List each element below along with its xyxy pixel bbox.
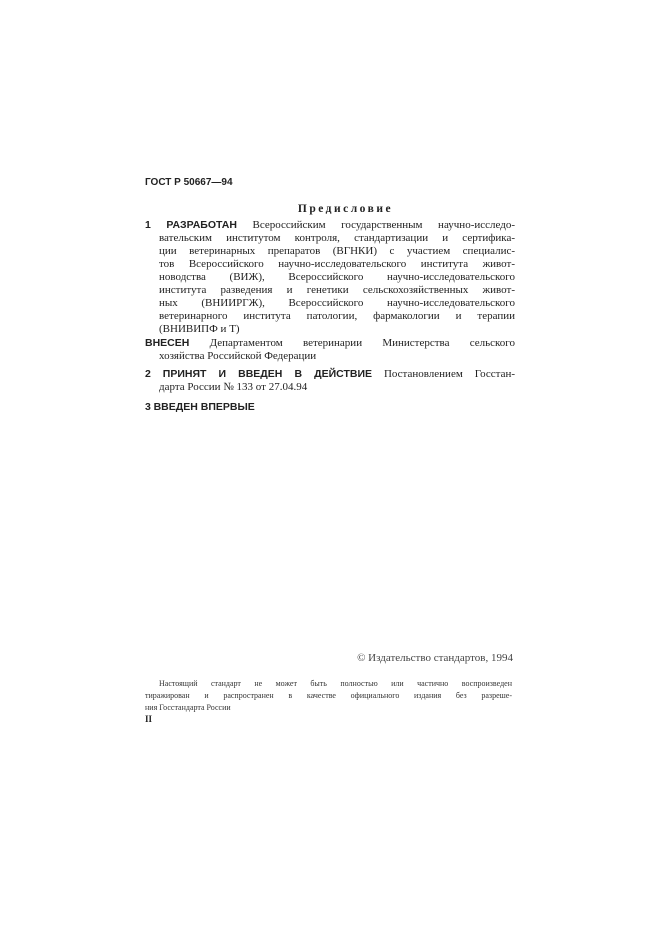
text-line: ных (ВНИИРГЖ), Всероссийского научно-исследовательского — [159, 297, 515, 309]
copyright-notice: © Издательство стандартов, 1994 — [357, 652, 513, 664]
text-line: Настоящий стандарт не может быть полностью или частично воспроизведен — [159, 679, 512, 688]
item-keyword: ПРИНЯТ И ВВЕДЕН В ДЕЙСТВИЕ — [162, 368, 373, 380]
page-number: II — [145, 714, 153, 724]
item-developed — [145, 219, 515, 336]
text-line: вательским институтом контроля, стандартизации и сертифика- — [159, 232, 515, 244]
text-line: хозяйства Российской Федерации — [159, 350, 317, 362]
section-title: Предисловие — [297, 203, 394, 215]
text-line: Всероссийским государственным научно-исследо- — [252, 219, 515, 231]
text-line: новодства (ВИЖ), Всероссийского научно-исследовательского — [159, 271, 515, 283]
text-line: дарта России № 133 от 27.04.94 — [159, 381, 308, 393]
text-line: института разведения и генетики сельскохозяйственных живот- — [159, 284, 515, 296]
item-first-introduced — [145, 401, 515, 414]
text-line: ции ветеринарных препаратов (ВГНКИ) с участием специалис- — [159, 245, 515, 257]
item-number: 1 — [145, 219, 151, 231]
item-keyword: РАЗРАБОТАН — [166, 219, 237, 231]
text-line: тиражирован и распространен в качестве официального издания без разреше- — [145, 691, 512, 700]
document-header: ГОСТ Р 50667—94 — [145, 177, 233, 188]
item-introduced — [145, 337, 515, 363]
text-line: ния Госстандарта России — [145, 703, 231, 712]
text-line: тов Всероссийского научно-исследовательского института живот- — [159, 258, 515, 270]
item-number: 2 — [145, 368, 151, 380]
text-line: ветеринарного института патологии, фармакологии и терапии — [159, 310, 515, 322]
item-number: 3 — [145, 401, 151, 413]
item-keyword: ВВЕДЕН ВПЕРВЫЕ — [153, 401, 255, 413]
item-adopted — [145, 368, 515, 394]
text-line: Постановлением Госстан- — [383, 368, 516, 380]
reproduction-notice — [145, 678, 512, 714]
text-line: (ВНИВИПФ и Т) — [159, 323, 240, 335]
text-line: Департаментом ветеринарии Министерства сельского — [209, 337, 516, 349]
item-keyword: ВНЕСЕН — [145, 337, 190, 349]
